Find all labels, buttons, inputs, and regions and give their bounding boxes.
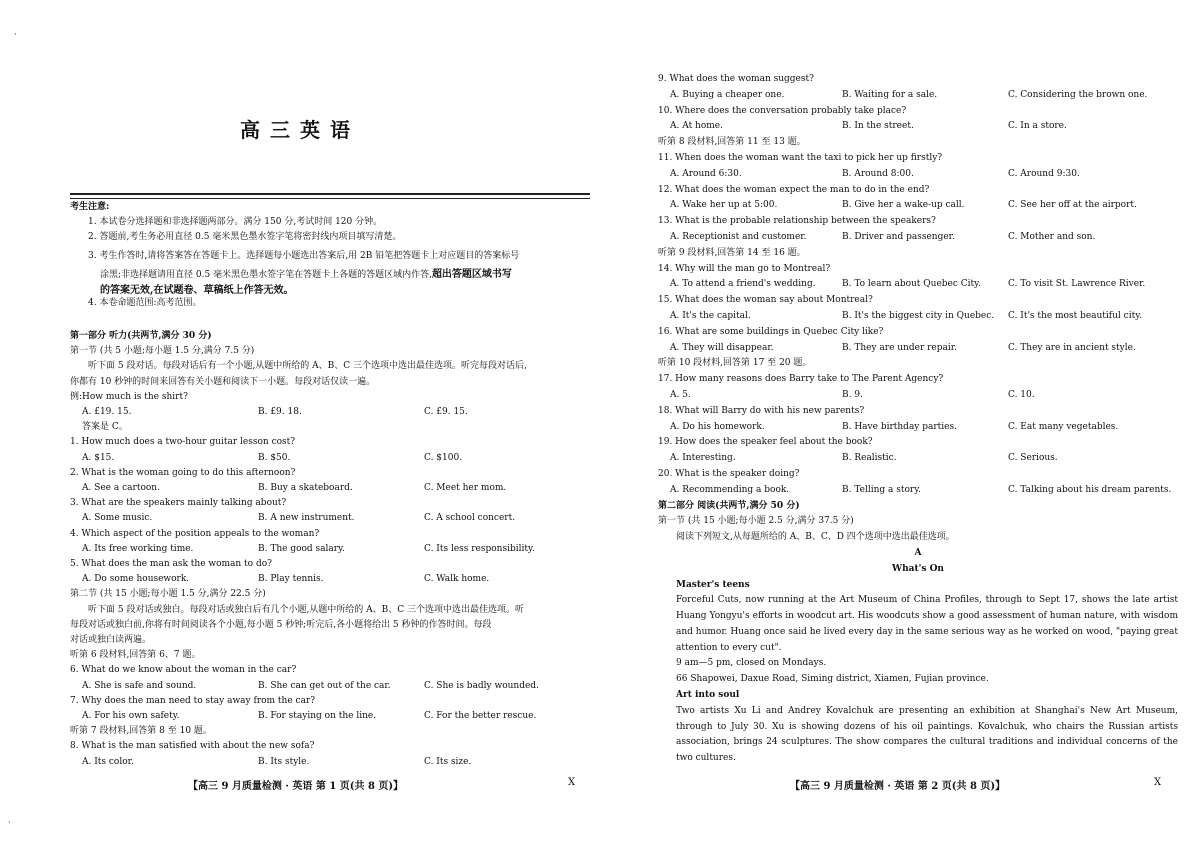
option-c: C. $100. [424,452,463,463]
question: 12. What does the woman expect the man to do in the end? [658,184,930,195]
question: 2. What is the woman going to do this afternoon? [70,467,296,478]
notice-emphasis-line: 的答案无效,在试题卷、草稿纸上作答无效。 [100,285,294,297]
option-b: B. Around 8:00. [842,168,914,179]
option-c: C. Walk home. [424,574,490,585]
option-b: B. For staying on the line. [258,711,377,722]
option-a: A. They will disappear. [670,342,774,353]
option-c: C. Considering the brown one. [1008,89,1148,100]
example-answer: 答案是 C。 [82,422,128,433]
passage-paragraph: Two artists Xu Li and Andrey Kovalchuk are presenting an exhibition at Shanghai's New Art Museum, through to July 30. Xu is showing dozens of his oil paintings. Kovalchuk, who chairs the Russian artists association, brings 24 sculptures. The show compares the cultural traditions and individual concerns of the two cultures. [676,705,1178,764]
option-c: C. She is badly wounded. [424,680,539,691]
option-a: A. For his own safety. [82,711,180,722]
notice-emphasis: 超出答题区域书写 [431,268,512,280]
question: 14. Why will the man go to Montreal? [658,263,831,274]
passage-hours: 9 am—5 pm, closed on Mondays. [676,658,827,669]
option-b: B. Waiting for a sale. [842,89,938,100]
example-options [70,405,590,420]
question: 20. What is the speaker doing? [658,468,800,479]
option-c: C. To visit St. Lawrence River. [1008,279,1146,290]
passage-letter: A [914,547,922,558]
question: 4. Which aspect of the position appeals to the woman? [70,528,320,539]
option-a: A. Do his homework. [670,421,765,432]
option-a: A. 5. [670,389,691,400]
question-options [658,309,1178,325]
material-instruction: 听第 6 段材料,回答第 6、7 题。 [70,650,201,661]
question-options [658,420,1178,436]
question-options [658,388,1178,404]
option-c: C. Meet her mom. [424,483,507,494]
question: 3. What are the speakers mainly talking about? [70,498,287,509]
option-c: C. Serious. [1008,453,1058,464]
option-a: A. At home. [670,121,723,132]
notice-item-continued: 涂黑;非选择题请用直径 0.5 毫米黑色墨水签字笔在答题卡上各题的答题区域内作答,超出答题区域书写 [100,268,512,280]
section2-title: 第二节 (共 15 小题;每小题 1.5 分,满分 22.5 分) [70,589,266,600]
option-a: A. Receptionist and customer. [670,231,807,242]
question-options [658,88,1178,104]
option-c: C. Around 9:30. [1008,168,1080,179]
question-options [658,483,1178,499]
question: 10. Where does the conversation probably take place? [658,105,907,116]
option-b: B. Telling a story. [842,484,921,495]
notice-title: 考生注意: [70,202,110,212]
question-options [658,277,1178,293]
option-a: A. She is safe and sound. [82,680,197,691]
option-b: B. She can get out of the car. [258,680,391,691]
option-a: A. £19. 15. [82,407,132,418]
option-c: C. Talking about his dream parents. [1008,484,1172,495]
question: 6. What do we know about the woman in the car? [70,665,297,676]
question-options [70,451,590,466]
option-a: A. Wake her up at 5:00. [670,200,778,211]
section1-instructions: 听下面 5 段对话。每段对话后有一个小题,从题中所给的 A、B、C 三个选项中选出最佳选项。听完每段对话后, [88,361,527,372]
passage-subtitle: Master's teens [676,579,750,590]
question-options [658,198,1178,214]
option-b: B. £9. 18. [258,407,302,418]
option-b: B. Its style. [258,756,310,767]
option-c: C. Eat many vegetables. [1008,421,1119,432]
passage-address: 66 Shapowei, Daxue Road, Siming district, Xiamen, Fujian province. [676,674,989,685]
question-options [70,481,590,496]
question-options [70,511,590,526]
passage-subtitle: Art into soul [676,690,740,701]
question-options [658,341,1178,357]
question-options [658,167,1178,183]
section2-instructions: 每段对话或独白前,你将有时间阅读各个小题,每小题 5 秒钟;听完后,各小题将给出 5 秒钟的作答时间。每段 [70,619,492,630]
example-question: 例:How much is the shirt? [70,391,188,402]
question: 18. What will Barry do with his new parents? [658,405,865,416]
question-options [70,542,590,557]
notice-item: 3. 考生作答时,请将答案答在答题卡上。选择题每小题选出答案后,用 2B 铅笔把答题卡上对应题目的答案标号 [88,250,520,261]
option-b: B. $50. [258,452,291,463]
option-b: B. Have birthday parties. [842,421,957,432]
option-c: C. See her off at the airport. [1008,200,1137,211]
option-b: B. A new instrument. [258,513,355,524]
option-a: A. Its color. [82,756,134,767]
option-c: C. In a store. [1008,121,1067,132]
scan-mark: · [14,30,17,40]
section2-instructions: 对话或独白读两遍。 [70,635,152,646]
notice-item: 1. 本试卷分选择题和非选择题两部分。满分 150 分,考试时间 120 分钟。 [88,217,383,228]
option-b: B. Give her a wake-up call. [842,200,965,211]
question-options [658,451,1178,467]
option-a: A. Buying a cheaper one. [670,89,785,100]
option-b: B. The good salary. [258,543,345,554]
option-c: C. Mother and son. [1008,231,1096,242]
option-c: C. Its less responsibility. [424,543,535,554]
option-c: C. They are in ancient style. [1008,342,1136,353]
scan-mark: · [8,818,11,828]
question: 5. What does the man ask the woman to do? [70,559,272,570]
notice-block [70,200,590,311]
part1-title: 第一部分 听力(共两节,满分 30 分) [70,331,212,341]
question: 8. What is the man satisfied with about the new sofa? [70,741,315,752]
notice-item: 4. 本卷命题范围:高考范围。 [88,298,202,309]
option-a: A. See a cartoon. [82,483,160,494]
question: 19. How does the speaker feel about the book? [658,437,873,448]
footer-text: 【高三 9 月质量检测 · 英语 第 2 页(共 8 页)】 [790,781,1006,792]
question: 16. What are some buildings in Quebec City like? [658,326,884,337]
option-b: B. Buy a skateboard. [258,483,353,494]
passage-paragraph: Forceful Cuts, now running at the Art Museum of China Profiles, through to Sept 17, shows the late artist Huang Yongyu's efforts in woodcut art. His woodcuts show a good assessment of human nature, with wisdom and humor. Huang once said he lived every day in the same serious way as he worked on wood, "paying great attention to every cut". [676,595,1179,653]
option-b: B. To learn about Quebec City. [842,279,981,290]
footer-mark: X [568,777,576,788]
material-instruction: 听第 10 段材料,回答第 17 至 20 题。 [658,358,812,369]
option-a: A. Do some housework. [82,574,190,585]
question-options [70,679,590,694]
option-a: A. $15. [82,452,115,463]
option-a: A. Its free working time. [82,543,194,554]
section1-title: 第一节 (共 5 小题;每小题 1.5 分,满分 7.5 分) [70,346,255,357]
option-c: C. A school concert. [424,513,516,524]
question: 13. What is the probable relationship between the speakers? [658,216,936,227]
option-b: B. It's the biggest city in Quebec. [842,310,995,321]
question: 9. What does the woman suggest? [658,74,814,84]
option-b: B. Play tennis. [258,574,324,585]
option-b: B. Realistic. [842,453,897,464]
option-c: C. £9. 15. [424,407,468,418]
page2-content [658,72,1178,767]
question: 7. Why does the man need to stay away from the car? [70,695,316,706]
option-c: C. It's the most beautiful city. [1008,310,1142,321]
question: 11. When does the woman want the taxi to pick her up firstly? [658,152,943,163]
option-b: B. 9. [842,389,863,400]
option-a: A. It's the capital. [670,310,751,321]
option-c: C. 10. [1008,389,1035,400]
option-b: B. Driver and passenger. [842,231,955,242]
material-instruction: 听第 9 段材料,回答第 14 至 16 题。 [658,247,806,258]
passage-title: What's On [892,563,944,574]
question-options [70,755,590,770]
title-rule [70,193,590,199]
listening-section [70,329,590,770]
question: 15. What does the woman say about Montreal? [658,295,873,306]
reading-instructions: 阅读下列短文,从每题所给的 A、B、C、D 四个选项中选出最佳选项。 [676,532,955,543]
question: 1. How much does a two-hour guitar lesson cost? [70,437,296,448]
option-a: A. Some music. [82,513,153,524]
option-c: C. Its size. [424,756,472,767]
option-a: A. To attend a friend's wedding. [670,279,816,290]
option-b: B. In the street. [842,121,914,132]
option-a: A. Around 6:30. [670,168,742,179]
notice-item: 2. 答题前,考生务必用直径 0.5 毫米黑色墨水签字笔将密封线内项目填写清楚。 [88,232,402,243]
footer-mark: X [1154,777,1162,788]
exam-title: 高三英语 [240,118,360,142]
material-instruction: 听第 8 段材料,回答第 11 至 13 题。 [658,137,806,148]
question-options [70,709,590,724]
option-a: A. Interesting. [670,453,736,464]
reading-section1-title: 第一节 (共 15 小题;每小题 2.5 分,满分 37.5 分) [658,516,854,527]
page-2 [600,0,1200,849]
option-a: A. Recommending a book. [670,484,790,495]
question-options [658,119,1178,135]
part2-title: 第二部分 阅读(共两节,满分 50 分) [658,500,800,511]
option-c: C. For the better rescue. [424,711,537,722]
option-b: B. They are under repair. [842,342,957,353]
section1-instructions: 你都有 10 秒钟的时间来回答有关小题和阅读下一小题。每段对话仅读一遍。 [70,376,376,387]
question: 17. How many reasons does Barry take to The Parent Agency? [658,374,944,385]
footer-text: 【高三 9 月质量检测 · 英语 第 1 页(共 8 页)】 [188,781,404,792]
section2-instructions: 听下面 5 段对话或独白。每段对话或独白后有几个小题,从题中所给的 A、B、C 三个选项中选出最佳选项。听 [88,604,525,615]
question-options [70,572,590,587]
question-options [658,230,1178,246]
material-instruction: 听第 7 段材料,回答第 8 至 10 题。 [70,726,212,737]
